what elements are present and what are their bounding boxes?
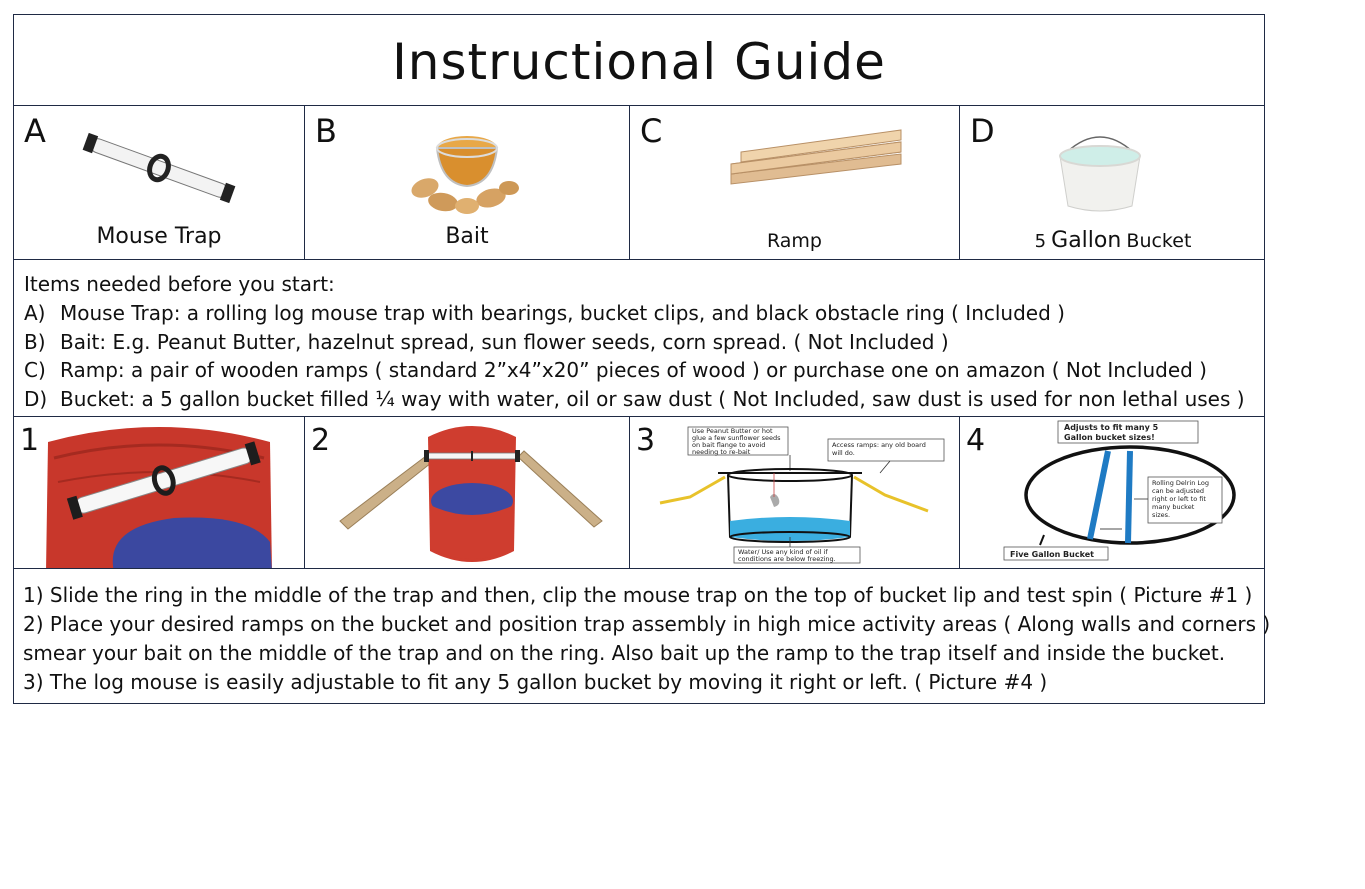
requirement-line [24, 358, 1207, 382]
requirements-section [14, 260, 1264, 417]
item-caption: Mouse Trap [96, 224, 222, 249]
item-letter: D [970, 112, 995, 150]
ramp-image [715, 126, 905, 191]
note-bait-line: needing to re-bait [692, 448, 751, 456]
picture-number: 1 [20, 423, 40, 458]
trap-diagram-image [630, 417, 959, 568]
picture-2 [304, 417, 629, 568]
steps-section [14, 569, 1271, 705]
item-mouse-trap [14, 106, 304, 259]
caption-gallon: Gallon [1051, 228, 1122, 253]
picture-number: 2 [311, 423, 331, 458]
mouse-trap-image [79, 131, 239, 206]
item-letter: B [315, 112, 337, 150]
note-log-line: right or left to fit [1152, 495, 1206, 503]
note-log-line: sizes. [1152, 511, 1171, 519]
item-caption [960, 228, 1266, 253]
picture-1 [14, 417, 304, 568]
picture-number: 4 [966, 423, 986, 458]
item-caption: Bait [445, 224, 489, 249]
items-row [14, 106, 1264, 260]
item-ramp [629, 106, 959, 259]
note-bait-line: on bait flange to avoid [692, 441, 766, 449]
picture-3 [629, 417, 959, 568]
requirement-key: D) [24, 387, 48, 411]
item-letter: C [640, 112, 663, 150]
requirement-line [24, 387, 1245, 411]
bucket-image [1055, 126, 1145, 216]
step-line: smear your bait on the middle of the trap and on the ring. Also bait up the ramp to the trap itself and inside the bucket. [23, 641, 1226, 665]
requirement-key: C) [24, 358, 46, 382]
step-line: 3) The log mouse is easily adjustable to fit any 5 gallon bucket by moving it right or left. ( Picture #4 ) [23, 670, 1048, 694]
instructional-guide [13, 14, 1271, 704]
requirement-text: Bait: E.g. Peanut Butter, hazelnut spread, sun flower seeds, corn spread. ( Not Included ) [60, 330, 949, 354]
requirements-heading: Items needed before you start: [24, 272, 335, 296]
item-bucket [959, 106, 1266, 259]
note-log-line: Rolling Delrin Log [1152, 479, 1210, 487]
note-bait-line: glue a few sunflower seeds [692, 434, 781, 442]
bucket-with-ramps-image [340, 423, 605, 568]
caption-bucket: Bucket [1126, 230, 1192, 252]
requirement-line [24, 301, 1065, 325]
bucket-top-view-diagram [960, 417, 1266, 568]
note-fit-line: Gallon bucket sizes! [1064, 433, 1155, 442]
step-line: 1) Slide the ring in the middle of the trap and then, clip the mouse trap on the top of bucket lip and test spin ( Picture #1 ) [23, 583, 1253, 607]
requirement-text: Ramp: a pair of wooden ramps ( standard 2”x4”x20” pieces of wood ) or purchase one on amazon ( Not Included ) [60, 358, 1207, 382]
picture-number: 3 [636, 423, 656, 458]
pictures-row [14, 417, 1264, 569]
item-letter: A [24, 112, 46, 150]
requirement-key: B) [24, 330, 46, 354]
note-ramps-line: will do. [832, 449, 855, 457]
note-fit-line: Adjusts to fit many 5 [1064, 423, 1159, 432]
title-row [14, 15, 1264, 106]
note-water-line: Water/ Use any kind of oil if [738, 548, 828, 556]
note-water-line: conditions are below freezing. [738, 555, 836, 563]
requirement-text: Mouse Trap: a rolling log mouse trap with bearings, bucket clips, and black obstacle ring ( Included ) [60, 301, 1065, 325]
page-title: Instructional Guide [392, 33, 886, 91]
requirement-key: A) [24, 301, 46, 325]
requirement-text: Bucket: a 5 gallon bucket filled ¼ way with water, oil or saw dust ( Not Included, saw dust is used for non lethal uses ) [60, 387, 1245, 411]
item-caption: Ramp [767, 230, 822, 252]
bait-image [405, 126, 525, 221]
note-bait-line: Use Peanut Butter or hot [692, 427, 773, 435]
step-line: 2) Place your desired ramps on the bucket and position trap assembly in high mice activity areas ( Along walls and corners ) [23, 612, 1271, 636]
note-log-line: can be adjusted [1152, 487, 1205, 495]
note-bucket: Five Gallon Bucket [1010, 550, 1094, 559]
note-ramps-line: Access ramps: any old board [832, 441, 926, 449]
note-log-line: many bucket [1152, 503, 1195, 511]
bucket-with-trap-image [44, 422, 274, 568]
requirement-line [24, 330, 949, 354]
picture-4 [959, 417, 1266, 568]
item-bait [304, 106, 629, 259]
caption-number: 5 [1034, 231, 1047, 252]
